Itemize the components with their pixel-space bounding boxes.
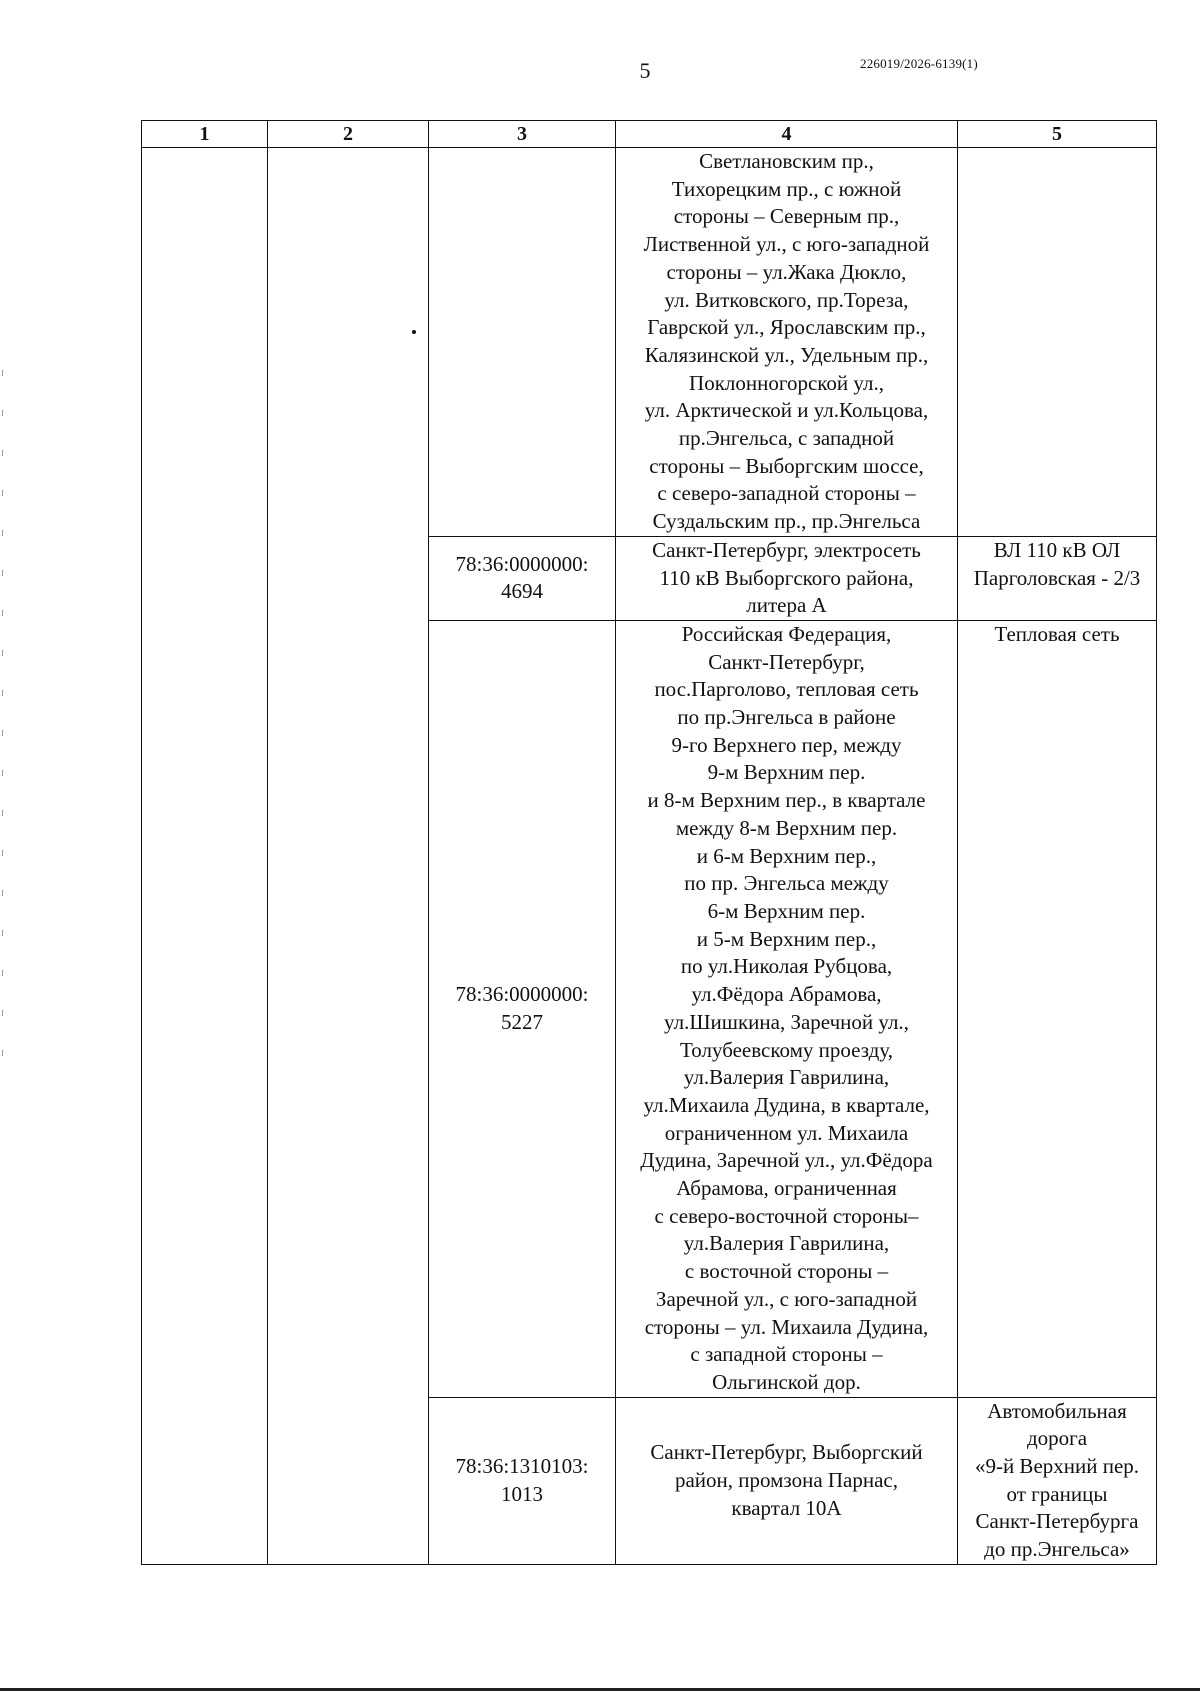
cell-text-line: и 6-м Верхним пер., [696,843,877,868]
cell-text-line: пр.Энгельса, с западной [678,426,895,451]
cell-text-line: ул.Михаила Дудина, в квартале, [643,1092,930,1117]
page-number: 5 [639,58,651,83]
cell-text-line: Лиственной ул., с юго-западной [643,232,930,257]
column-header: 4 [616,121,958,148]
address-cell [616,620,958,1397]
cell-text-line: стороны – ул. Михаила Дудина, [644,1314,929,1339]
cell-text-line: ВЛ 110 кВ ОЛ [993,537,1121,562]
scan-edge-marks [2,370,3,1070]
table-row [142,148,1157,537]
cell-text-line: Суздальским пр., пр.Энгельса [652,509,921,534]
cadastral-number-cell [429,1397,616,1564]
object-name-cell [958,148,1157,537]
cell-text-line: 110 кВ Выборгского района, [659,565,914,590]
cell-text-line: квартал 10А [731,1495,842,1520]
objects-table [141,120,1157,1565]
cell-text-line: Светлановским пр., [699,149,874,173]
cell-text-line: по пр.Энгельса в районе [677,705,896,730]
cell-text-line: с северо-восточной стороны– [654,1203,919,1228]
object-name-cell [958,620,1157,1397]
cell-text-line: Толубеевскому проезду, [680,1037,893,1062]
cell-text-line: Тепловая сеть [994,621,1120,646]
cell-text-line: 5227 [501,1009,543,1034]
object-name-cell [958,1397,1157,1564]
cell-col2 [268,148,429,1565]
address-cell [616,148,958,537]
cell-text-line: ул.Фёдора Абрамова, [691,982,882,1007]
cell-text-line: ул. Витковского, пр.Тореза, [664,287,909,312]
cell-text-line: по ул.Николая Рубцова, [680,954,893,979]
cell-text-line: 78:36:1310103: [455,1454,589,1479]
document-id: 226019/2026-6139(1) [860,56,978,71]
cell-text-line: и 5-м Верхним пер., [696,926,877,951]
cell-text-line: до пр.Энгельса» [984,1537,1130,1562]
cadastral-number-cell [429,536,616,620]
cell-text-line: 9-м Верхним пер. [707,760,866,785]
cell-text-line: Заречной ул., с юго-западной [655,1286,918,1311]
table-header-row [142,121,1157,148]
cell-text-line: Дудина, Заречной ул., ул.Фёдора [640,1148,933,1173]
cell-text-line: Ольгинской дор. [712,1369,861,1394]
cell-text-line: ул. Арктической и ул.Кольцова, [644,398,929,423]
cell-text-line: Гаврской ул., Ярославским пр., [647,315,926,340]
cell-text-line: Тихорецким пр., с южной [671,176,902,201]
cell-text-line: 9-го Верхнего пер, между [671,732,902,757]
column-header: 1 [142,121,268,148]
cell-text-line: и 8-м Верхним пер., в квартале [647,788,926,813]
cell-text-line: Поклонногорской ул., [689,370,884,395]
cell-text-line: Санкт-Петербурга [975,1509,1139,1534]
cell-text-line: стороны – ул.Жака Дюкло, [666,259,907,284]
cell-text-line: литера А [746,593,827,618]
cell-text-line: Калязинской ул., Удельным пр., [644,342,929,367]
cell-text-line: Российская Федерация, [681,621,892,646]
cell-text-line: от границы [1006,1481,1108,1506]
address-cell [616,536,958,620]
cell-text-line: 4694 [501,579,543,604]
cell-text-line: с северо-западной стороны – [657,481,916,506]
cadastral-number-cell [429,620,616,1397]
cell-text-line: между 8-м Верхним пер. [675,815,898,840]
cadastral-number-cell [429,148,616,537]
object-name-cell [958,536,1157,620]
cell-text-line: по пр. Энгельса между [684,871,889,896]
cell-text-line: 78:36:0000000: [455,551,589,576]
cell-text-line: с западной стороны – [690,1342,883,1367]
cell-text-line: Автомобильная [987,1398,1127,1423]
cell-text-line: Абрамова, ограниченная [676,1176,897,1201]
cell-text-line: пос.Парголово, тепловая сеть [654,677,919,702]
column-header: 5 [958,121,1157,148]
cell-text-line: Санкт-Петербург, Выборгский [650,1440,923,1465]
cell-text-line: Санкт-Петербург, [708,649,865,674]
cell-text-line: 78:36:0000000: [455,982,589,1007]
cell-text-line: ул.Шишкина, Заречной ул., [664,1009,909,1034]
cell-text-line: дорога [1026,1426,1088,1451]
cell-text-line: Санкт-Петербург, электросеть [652,537,921,562]
cell-text-line: с восточной стороны – [684,1259,889,1284]
cell-text-line: ограниченном ул. Михаила [664,1120,909,1145]
cell-text-line: район, промзона Парнас, [674,1467,899,1492]
column-header: 2 [268,121,429,148]
cell-text-line: стороны – Северным пр., [673,204,900,229]
column-header: 3 [429,121,616,148]
cell-text-line: 1013 [501,1481,543,1506]
cell-text-line: «9-й Верхний пер. [974,1454,1140,1479]
cell-text-line: стороны – Выборгским шоссе, [649,453,924,478]
cell-text-line: ул.Валерия Гаврилина, [683,1231,890,1256]
cell-text-line: ул.Валерия Гаврилина, [683,1065,890,1090]
cell-text-line: Парголовская - 2/3 [973,565,1141,590]
cell-text-line: 6-м Верхним пер. [707,898,866,923]
cell-col1 [142,148,268,1565]
page-bottom-edge [0,1688,1200,1691]
address-cell [616,1397,958,1564]
